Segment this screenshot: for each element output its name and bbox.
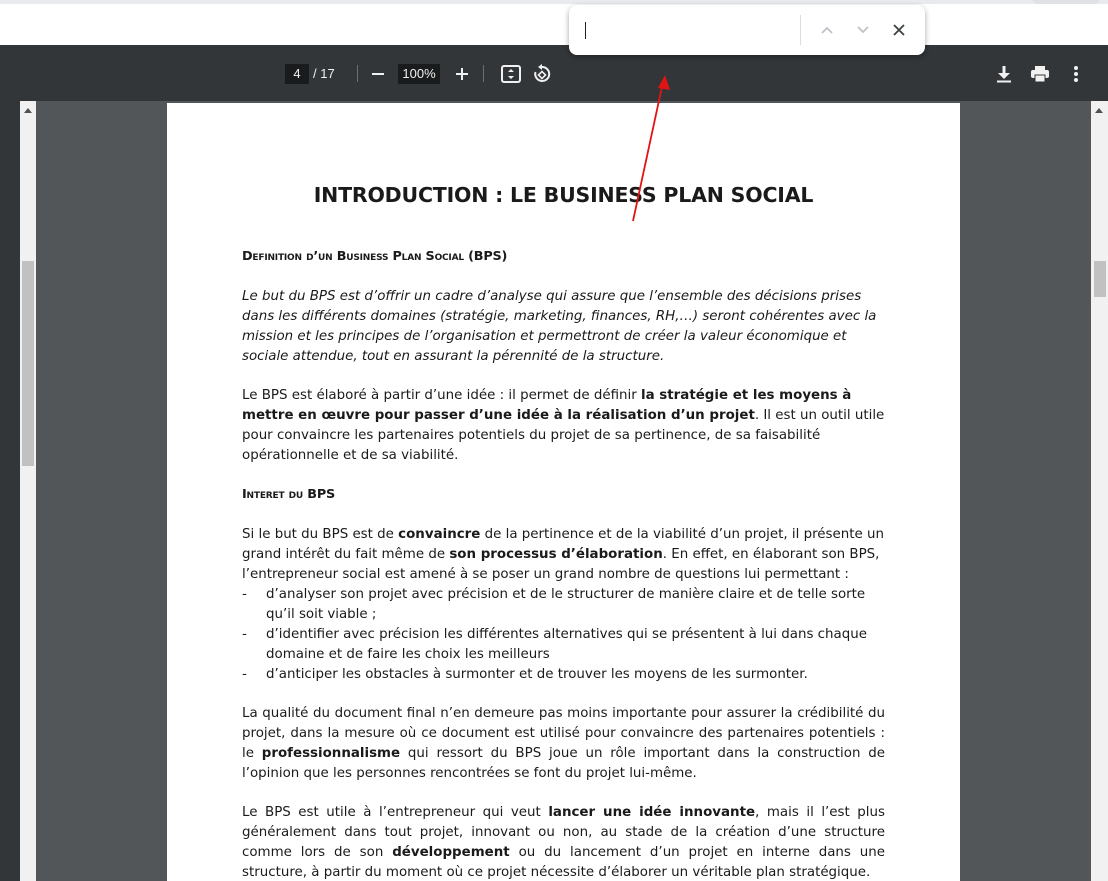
paragraph-bps-elabore: Le BPS est élaboré à partir d’une idée : il permet de définir la stratégie et les moyens à mettre en œuvre pour passer d’une idée à la réalisation d’un projet. Il est un outil utile pour convaincre les partenaires potentiels du projet de sa pertinence, de sa faisabilité opérationnelle et de sa viabilité. bbox=[242, 388, 885, 463]
browser-top-strip bbox=[0, 0, 1108, 45]
rotate-button[interactable] bbox=[530, 62, 554, 86]
sidebar-scrollbar-thumb[interactable] bbox=[22, 261, 34, 466]
paragraph-utile: Le BPS est utile à l’entrepreneur qui veut lancer une idée innovante, mais il l’est plus généralement dans tout projet, innovant ou non, au stade de la création d’une structure comme lors de son développement ou du lancement d’un projet en interne dans une structure, à partir du moment où ce projet nécessite d’élaborer un véritable plan stratégique. bbox=[242, 805, 885, 880]
paragraph-definition: Le but du BPS est d’offrir un cadre d’analyse qui assure que l’ensemble des décisions prises dans les différents domaines (stratégie, marketing, finances, RH,…) seront cohérentes avec la mission et les principes de l’organisation et permettront de créer la valeur économique et sociale attendue, tout en assurant la pérennité de la structure. bbox=[242, 289, 877, 364]
more-actions-button[interactable] bbox=[1064, 62, 1088, 86]
find-divider bbox=[800, 15, 801, 45]
paragraph-interet: Si le but du BPS est de convaincre de la pertinence et de la viabilité d’un projet, il présente un grand intérêt du fait même de son processus d’élaboration. En effet, en élaborant son BPS, l’entrepreneur social est amené à se poser un grand nombre de questions lui permettant : - d’analyser son projet avec précision et de le structurer de manière claire et de telle sorte qu’il soit viable ; - d’identifier avec précision les différentes alternatives qui se présentent à lui dans chaque domaine et de faire les choix les meilleurs - d’anticiper les obstacles à surmonter et de trouver les moyens de les surmonter. bbox=[242, 525, 885, 685]
document-title: INTRODUCTION : LE BUSINESS PLAN SOCIAL bbox=[313, 183, 814, 207]
minus-icon bbox=[371, 67, 385, 81]
page-total: / 17 bbox=[313, 66, 335, 81]
download-icon bbox=[996, 65, 1012, 83]
print-icon bbox=[1030, 65, 1050, 83]
annotation-arrow bbox=[620, 70, 680, 230]
document-scrollbar-thumb[interactable] bbox=[1094, 261, 1106, 297]
rotate-icon bbox=[532, 64, 552, 84]
close-icon bbox=[893, 24, 905, 36]
plus-icon bbox=[455, 67, 469, 81]
find-close-button[interactable] bbox=[887, 18, 911, 42]
pdf-toolbar bbox=[0, 45, 1108, 101]
caret-up-icon bbox=[24, 107, 32, 113]
sidebar-scroll-up-arrow[interactable] bbox=[20, 103, 36, 117]
find-input[interactable] bbox=[583, 17, 797, 45]
tab-strip-edge bbox=[0, 0, 1108, 4]
zoom-out-button[interactable] bbox=[366, 62, 390, 86]
toolbar-divider bbox=[483, 65, 484, 82]
zoom-input[interactable]: 100% bbox=[398, 64, 440, 84]
pdf-page bbox=[167, 103, 960, 881]
paragraph-qualite: La qualité du document final n’en demeure pas moins importante pour assurer la crédibilité du projet, dans la mesure où ce document est utilisé pour convaincre des partenaires potentiels : le professionnalisme qui ressort du BPS joue un rôle important dans la construction de l’opinion que les personnes rencontrées se font du projet lui-même. bbox=[242, 706, 885, 781]
list-item: - d’anticiper les obstacles à surmonter et de trouver les moyens de les surmonter. bbox=[242, 667, 808, 682]
find-next-button[interactable] bbox=[851, 18, 875, 42]
download-button[interactable] bbox=[992, 62, 1016, 86]
profile-button-edge[interactable] bbox=[1030, 0, 1102, 4]
list-item: - d’identifier avec précision les différentes alternatives qui se présentent à lui dans chaque domaine et de faire les choix les meilleurs bbox=[242, 627, 867, 662]
document-scrollbar[interactable] bbox=[1091, 101, 1108, 881]
fit-page-button[interactable] bbox=[499, 62, 523, 86]
sidebar-scrollbar[interactable] bbox=[20, 101, 36, 881]
list-item: - d’analyser son projet avec précision et de le structurer de manière claire et de telle sorte qu’il soit viable ; bbox=[242, 587, 866, 622]
sidebar-panel bbox=[0, 101, 20, 881]
toolbar-divider bbox=[357, 65, 358, 82]
section-heading-definition: Definition d’un Business Plan Social (BPS) bbox=[242, 249, 508, 264]
find-in-page-bar bbox=[569, 5, 925, 55]
chevron-down-icon bbox=[856, 25, 870, 35]
page-number-input[interactable]: 4 bbox=[285, 64, 309, 84]
chevron-up-icon bbox=[820, 25, 834, 35]
section-heading-interet: Interet du BPS bbox=[242, 487, 336, 502]
find-previous-button[interactable] bbox=[815, 18, 839, 42]
more-vert-icon bbox=[1073, 65, 1079, 83]
document-scroll-up-arrow[interactable] bbox=[1091, 103, 1107, 117]
fit-page-icon bbox=[501, 65, 521, 83]
zoom-in-button[interactable] bbox=[450, 62, 474, 86]
caret-up-icon bbox=[1095, 107, 1103, 113]
text-caret bbox=[585, 22, 586, 39]
print-button[interactable] bbox=[1028, 62, 1052, 86]
